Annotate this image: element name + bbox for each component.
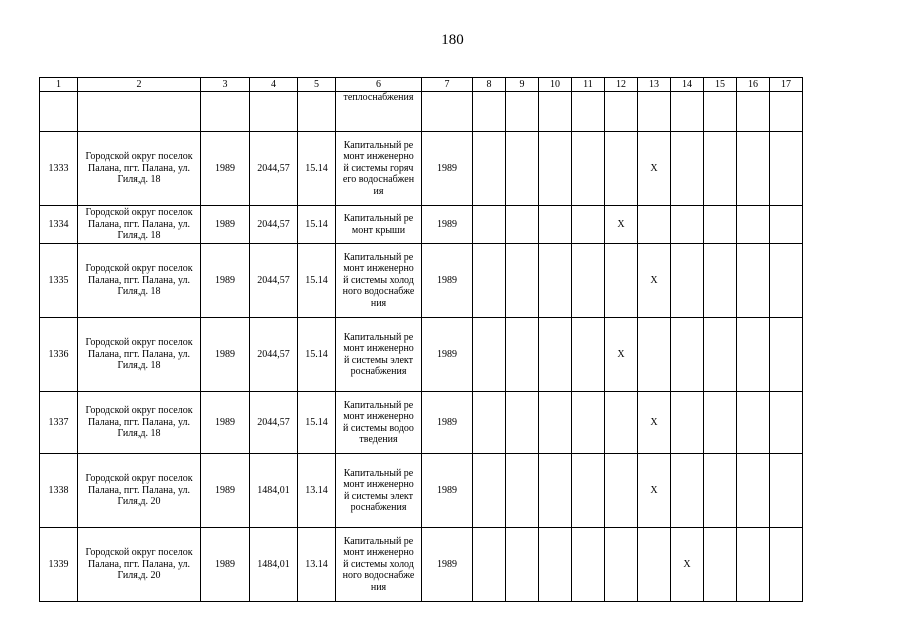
cell-empty xyxy=(572,92,605,132)
code-cell: 15.14 xyxy=(298,206,336,244)
address-cell: Городской округ поселок Палана, пгт. Палана, ул. Гиля,д. 18 xyxy=(78,206,201,244)
cell-empty xyxy=(539,92,572,132)
work-type-cell xyxy=(336,206,422,244)
address-cell: Городской округ поселок Палана, пгт. Палана, ул. Гиля,д. 18 xyxy=(78,132,201,206)
table-row xyxy=(40,206,803,244)
mark-cell xyxy=(605,392,638,454)
work-type-text: теплоснабжения xyxy=(343,92,414,103)
cell-empty xyxy=(770,132,803,206)
mark-cell xyxy=(671,132,704,206)
column-header: 11 xyxy=(572,78,605,92)
column-header: 8 xyxy=(473,78,506,92)
cell-empty xyxy=(473,132,506,206)
year2-cell: 1989 xyxy=(422,528,473,602)
cell-empty xyxy=(473,206,506,244)
cell-empty xyxy=(506,244,539,318)
code-cell: 15.14 xyxy=(298,132,336,206)
cell-empty xyxy=(737,132,770,206)
year2-cell: 1989 xyxy=(422,392,473,454)
row-number: 1339 xyxy=(40,528,78,602)
cell-empty xyxy=(572,454,605,528)
column-header: 9 xyxy=(506,78,539,92)
area-cell: 1484,01 xyxy=(250,528,298,602)
table-row xyxy=(40,318,803,392)
column-header: 10 xyxy=(539,78,572,92)
work-type-text: Капитальный ремонт инженерной системы холодного водоснабжения xyxy=(342,251,415,309)
cell-empty xyxy=(250,92,298,132)
column-header: 5 xyxy=(298,78,336,92)
column-header: 3 xyxy=(201,78,250,92)
cell-empty xyxy=(770,92,803,132)
cell-empty xyxy=(506,318,539,392)
cell-empty xyxy=(40,92,78,132)
column-header: 14 xyxy=(671,78,704,92)
mark-cell: X xyxy=(638,244,671,318)
address-cell: Городской округ поселок Палана, пгт. Палана, ул. Гиля,д. 18 xyxy=(78,318,201,392)
code-cell: 13.14 xyxy=(298,528,336,602)
address-cell: Городской округ поселок Палана, пгт. Палана, ул. Гиля,д. 18 xyxy=(78,244,201,318)
mark-cell xyxy=(605,244,638,318)
area-cell: 1484,01 xyxy=(250,454,298,528)
work-type-cell xyxy=(336,454,422,528)
work-type-cell xyxy=(336,528,422,602)
mark-cell xyxy=(605,454,638,528)
code-cell: 15.14 xyxy=(298,244,336,318)
row-number: 1336 xyxy=(40,318,78,392)
work-type-text: Капитальный ремонт инженерной системы горячего водоснабжения xyxy=(342,139,415,197)
cell-empty xyxy=(737,528,770,602)
work-type-cell xyxy=(336,392,422,454)
cell-empty xyxy=(770,318,803,392)
cell-empty xyxy=(704,392,737,454)
cell-empty xyxy=(737,244,770,318)
cell-empty xyxy=(506,92,539,132)
mark-cell xyxy=(605,528,638,602)
cell-empty xyxy=(78,92,201,132)
work-type-cell xyxy=(336,318,422,392)
cell-empty xyxy=(704,132,737,206)
cell-empty xyxy=(737,206,770,244)
year-cell: 1989 xyxy=(201,392,250,454)
area-cell: 2044,57 xyxy=(250,206,298,244)
mark-cell xyxy=(671,206,704,244)
cell-empty xyxy=(704,454,737,528)
row-number: 1338 xyxy=(40,454,78,528)
cell-empty xyxy=(506,206,539,244)
mark-cell xyxy=(638,318,671,392)
cell-empty xyxy=(539,454,572,528)
address-cell: Городской округ поселок Палана, пгт. Палана, ул. Гиля,д. 20 xyxy=(78,454,201,528)
year-cell: 1989 xyxy=(201,528,250,602)
work-type-cell xyxy=(336,92,422,132)
cell-empty xyxy=(298,92,336,132)
cell-empty xyxy=(473,244,506,318)
mark-cell xyxy=(671,454,704,528)
cell-empty xyxy=(737,392,770,454)
cell-empty xyxy=(737,454,770,528)
row-number: 1335 xyxy=(40,244,78,318)
cell-empty xyxy=(638,92,671,132)
cell-empty xyxy=(737,318,770,392)
column-header: 13 xyxy=(638,78,671,92)
work-type-text: Капитальный ремонт инженерной системы электроснабжения xyxy=(343,331,414,377)
cell-empty xyxy=(506,528,539,602)
cell-empty xyxy=(770,528,803,602)
cell-empty xyxy=(572,132,605,206)
mark-cell: X xyxy=(671,528,704,602)
cell-empty xyxy=(572,318,605,392)
cell-empty xyxy=(605,92,638,132)
year-cell: 1989 xyxy=(201,244,250,318)
mark-cell: X xyxy=(638,392,671,454)
work-type-text: Капитальный ремонт инженерной системы электроснабжения xyxy=(343,467,414,513)
cell-empty xyxy=(572,392,605,454)
mark-cell xyxy=(638,528,671,602)
cell-empty xyxy=(704,318,737,392)
year-cell: 1989 xyxy=(201,318,250,392)
code-cell: 15.14 xyxy=(298,318,336,392)
table-row xyxy=(40,454,803,528)
column-header: 16 xyxy=(737,78,770,92)
cell-empty xyxy=(770,244,803,318)
work-type-cell xyxy=(336,244,422,318)
work-type-text: Капитальный ремонт инженерной системы водоотведения xyxy=(343,399,414,445)
year2-cell: 1989 xyxy=(422,244,473,318)
cell-empty xyxy=(572,528,605,602)
cell-empty xyxy=(506,454,539,528)
cell-empty xyxy=(506,392,539,454)
cell-empty xyxy=(473,528,506,602)
work-type-text: Капитальный ремонт инженерной системы холодного водоснабжения xyxy=(342,535,415,593)
cell-empty xyxy=(539,244,572,318)
cell-empty xyxy=(539,528,572,602)
mark-cell xyxy=(671,318,704,392)
cell-empty xyxy=(473,454,506,528)
table-row xyxy=(40,528,803,602)
cell-empty xyxy=(770,392,803,454)
cell-empty xyxy=(201,92,250,132)
column-number-header-row xyxy=(40,78,803,92)
column-header: 4 xyxy=(250,78,298,92)
area-cell: 2044,57 xyxy=(250,318,298,392)
year2-cell: 1989 xyxy=(422,454,473,528)
cell-empty xyxy=(704,528,737,602)
cell-empty xyxy=(473,92,506,132)
cell-empty xyxy=(506,132,539,206)
cell-empty xyxy=(770,454,803,528)
cell-empty xyxy=(422,92,473,132)
row-number: 1333 xyxy=(40,132,78,206)
year2-cell: 1989 xyxy=(422,318,473,392)
mark-cell: X xyxy=(605,318,638,392)
table-row xyxy=(40,132,803,206)
mark-cell xyxy=(671,244,704,318)
mark-cell: X xyxy=(638,132,671,206)
table-row xyxy=(40,244,803,318)
column-header: 15 xyxy=(704,78,737,92)
cell-empty xyxy=(473,318,506,392)
area-cell: 2044,57 xyxy=(250,392,298,454)
column-header: 17 xyxy=(770,78,803,92)
year-cell: 1989 xyxy=(201,132,250,206)
area-cell: 2044,57 xyxy=(250,244,298,318)
column-header: 12 xyxy=(605,78,638,92)
column-header: 6 xyxy=(336,78,422,92)
mark-cell xyxy=(671,392,704,454)
code-cell: 13.14 xyxy=(298,454,336,528)
address-cell: Городской округ поселок Палана, пгт. Палана, ул. Гиля,д. 18 xyxy=(78,392,201,454)
cell-empty xyxy=(704,92,737,132)
cell-empty xyxy=(704,206,737,244)
row-number: 1337 xyxy=(40,392,78,454)
cell-empty xyxy=(539,392,572,454)
year2-cell: 1989 xyxy=(422,132,473,206)
work-type-text: Капитальный ремонт крыши xyxy=(343,213,414,236)
continuation-row xyxy=(40,92,803,132)
cell-empty xyxy=(671,92,704,132)
column-header: 2 xyxy=(78,78,201,92)
year-cell: 1989 xyxy=(201,454,250,528)
year2-cell: 1989 xyxy=(422,206,473,244)
repair-schedule-table xyxy=(39,77,803,602)
code-cell: 15.14 xyxy=(298,392,336,454)
row-number: 1334 xyxy=(40,206,78,244)
column-header: 7 xyxy=(422,78,473,92)
cell-empty xyxy=(704,244,737,318)
cell-empty xyxy=(770,206,803,244)
work-type-cell xyxy=(336,132,422,206)
mark-cell xyxy=(605,132,638,206)
page-number: 180 xyxy=(441,32,464,48)
column-header: 1 xyxy=(40,78,78,92)
cell-empty xyxy=(572,244,605,318)
cell-empty xyxy=(473,392,506,454)
area-cell: 2044,57 xyxy=(250,132,298,206)
mark-cell xyxy=(638,206,671,244)
address-cell: Городской округ поселок Палана, пгт. Палана, ул. Гиля,д. 20 xyxy=(78,528,201,602)
cell-empty xyxy=(539,206,572,244)
table-row xyxy=(40,392,803,454)
mark-cell: X xyxy=(638,454,671,528)
cell-empty xyxy=(737,92,770,132)
cell-empty xyxy=(572,206,605,244)
mark-cell: X xyxy=(605,206,638,244)
cell-empty xyxy=(539,132,572,206)
cell-empty xyxy=(539,318,572,392)
year-cell: 1989 xyxy=(201,206,250,244)
